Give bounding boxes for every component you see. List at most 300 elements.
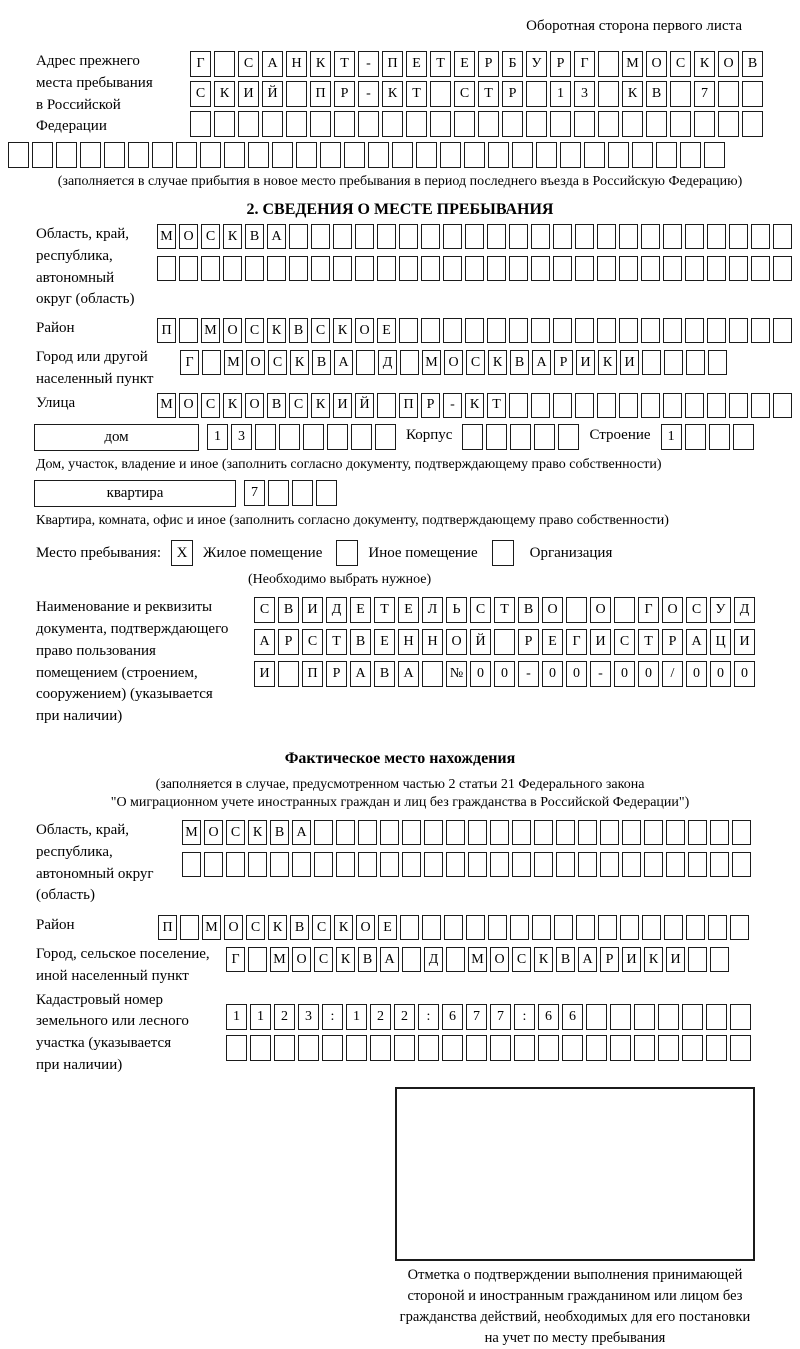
stay-type-checkbox-organization [492,540,514,566]
district-block [8,318,792,343]
char-cell [670,111,691,137]
char-cell [399,224,418,249]
char-cell: Л [422,597,443,623]
char-cell [392,142,413,168]
char-cell: С [670,51,691,77]
char-cell [773,318,792,343]
street-block [8,393,792,418]
char-cell [664,350,683,375]
char-cell: П [382,51,403,77]
label-line: республика, [36,843,113,860]
char-cell [486,424,507,450]
stay-type-row [36,540,792,566]
char-cell [575,256,594,281]
char-cell [710,947,729,972]
char-cell: А [398,661,419,687]
char-cell [578,820,597,845]
city-block [8,347,792,391]
char-cell [248,947,267,972]
char-cell: К [382,81,403,107]
char-cell [658,1004,679,1030]
char-cell: О [245,393,264,418]
char-cell [289,256,308,281]
char-cell [553,256,572,281]
char-cell [685,224,704,249]
char-cell [610,1004,631,1030]
char-cell [444,915,463,940]
char-cell [707,224,726,249]
char-cell [490,820,509,845]
label-line: Кадастровый номер [36,991,163,1008]
char-cell [311,256,330,281]
char-cell [634,1035,655,1061]
char-cell [531,256,550,281]
char-cell [730,1035,751,1061]
label-line: Адрес прежнего [36,53,140,69]
char-cell [509,256,528,281]
char-cell [688,820,707,845]
char-cell [707,393,726,418]
char-cell [157,256,176,281]
char-cell: Е [377,318,396,343]
char-cell [663,224,682,249]
char-cell: А [254,629,275,655]
char-cell [708,915,727,940]
char-cell [663,393,682,418]
char-cell [512,852,531,877]
label-line: автономный [36,269,115,286]
char-cell: М [224,350,243,375]
char-cell [707,256,726,281]
char-cell: - [590,661,611,687]
char-cell [176,142,197,168]
char-cell [179,256,198,281]
char-cell [597,256,616,281]
actual-location-title: Фактическое место нахождения [284,749,516,767]
char-cell: К [248,820,267,845]
char-cell: И [576,350,595,375]
char-cell: Т [406,81,427,107]
char-cell: 0 [542,661,563,687]
char-cell: С [289,393,308,418]
char-cell: А [578,947,597,972]
char-cell [488,915,507,940]
char-cell: Д [734,597,755,623]
char-cell [377,224,396,249]
char-cell: Й [470,629,491,655]
char-cell: Т [430,51,451,77]
char-cell [292,480,313,506]
char-cell [248,852,267,877]
char-cell [152,142,173,168]
char-cell: 0 [494,661,515,687]
char-cell [556,852,575,877]
char-cell [424,820,443,845]
char-cell [658,1035,679,1061]
char-cell [399,318,418,343]
cell-row [254,597,755,623]
char-cell [422,661,443,687]
label-line: Город, сельское поселение, [36,946,210,963]
char-cell: К [333,318,352,343]
char-cell: О [490,947,509,972]
char-cell [377,393,396,418]
char-cell [278,661,299,687]
char-cell [586,1035,607,1061]
cell-row [190,51,763,77]
actual-district-label: Район [36,917,75,934]
char-cell: С [226,820,245,845]
label-line: Отметка о подтверждении выполнения принимающей [407,1266,743,1283]
char-cell [375,424,396,450]
char-cell: Е [374,629,395,655]
char-cell [619,224,638,249]
char-cell [710,820,729,845]
char-cell [303,424,324,450]
char-cell: А [334,350,353,375]
char-cell [732,820,751,845]
char-cell [686,350,705,375]
char-cell [510,424,531,450]
char-cell [292,852,311,877]
char-cell [509,224,528,249]
char-cell [509,393,528,418]
char-cell [682,1004,703,1030]
char-cell: О [224,915,243,940]
char-cell: Д [326,597,347,623]
char-cell: О [223,318,242,343]
region-block [8,224,792,311]
char-cell [245,256,264,281]
char-cell [226,852,245,877]
prev-address-cells [190,51,763,137]
char-cell [575,318,594,343]
char-cell: Р [326,661,347,687]
char-cell: 1 [250,1004,271,1030]
char-cell: С [201,393,220,418]
char-cell [685,424,706,450]
char-cell: Р [421,393,440,418]
char-cell: П [158,915,177,940]
cadastral-cells [226,1004,751,1061]
char-cell [538,1035,559,1061]
char-cell [443,224,462,249]
char-cell: А [532,350,551,375]
char-cell: К [336,947,355,972]
korpus-cells [462,424,579,450]
char-cell [430,111,451,137]
char-cell [355,224,374,249]
cell-row [226,947,729,972]
char-cell: Т [487,393,506,418]
char-cell [200,142,221,168]
char-cell [255,424,276,450]
char-cell: 3 [574,81,595,107]
char-cell [710,852,729,877]
char-cell [224,142,245,168]
street-label: Улица [36,394,76,411]
stay-type-checkbox-residential: X [171,540,193,566]
cell-row [157,224,792,249]
char-cell: Р [662,629,683,655]
char-cell: 7 [466,1004,487,1030]
apartment-number-cells [244,480,337,506]
label-line: на учет по месту пребывания [484,1329,666,1346]
char-cell: Г [190,51,211,77]
char-cell: А [350,661,371,687]
char-cell: Р [554,350,573,375]
char-cell: И [622,947,641,972]
char-cell: О [646,51,667,77]
char-cell: С [201,224,220,249]
char-cell [704,142,725,168]
char-cell [553,393,572,418]
char-cell: Е [454,51,475,77]
char-cell [487,224,506,249]
char-cell [729,318,748,343]
char-cell: К [267,318,286,343]
char-cell: С [512,947,531,972]
char-cell [80,142,101,168]
char-cell: К [290,350,309,375]
char-cell: У [710,597,731,623]
char-cell [400,350,419,375]
char-cell: О [444,350,463,375]
char-cell: М [270,947,289,972]
char-cell [610,1035,631,1061]
char-cell: А [267,224,286,249]
char-cell [279,424,300,450]
char-cell [270,852,289,877]
char-cell [510,915,529,940]
char-cell: Д [378,350,397,375]
char-cell [248,142,269,168]
label-line: при наличии) [36,708,123,724]
char-cell: К [694,51,715,77]
char-cell: Д [424,947,443,972]
char-cell: П [302,661,323,687]
char-cell: В [350,629,371,655]
document-label [8,597,254,728]
char-cell: 1 [550,81,571,107]
char-cell [531,224,550,249]
char-cell: 1 [207,424,228,450]
char-cell [718,81,739,107]
char-cell: 7 [694,81,715,107]
char-cell: Б [502,51,523,77]
char-cell [487,256,506,281]
char-cell [274,1035,295,1061]
char-cell: К [598,350,617,375]
char-cell [666,820,685,845]
char-cell [358,111,379,137]
char-cell: 0 [470,661,491,687]
char-cell [562,1035,583,1061]
actual-location-note [8,776,792,812]
cell-row [254,629,755,655]
char-cell [298,1035,319,1061]
char-cell [729,256,748,281]
char-cell: Р [278,629,299,655]
char-cell [622,111,643,137]
confirmation-stamp-box [395,1087,755,1261]
label-line: гражданства действий, необходимых для его постановки [399,1308,751,1325]
char-cell [532,915,551,940]
char-cell [322,1035,343,1061]
char-cell [641,318,660,343]
stamp-caption [340,1265,800,1349]
char-cell [773,256,792,281]
char-cell [56,142,77,168]
char-cell: О [590,597,611,623]
char-cell [370,1035,391,1061]
char-cell [226,1035,247,1061]
char-cell [465,318,484,343]
char-cell: К [622,81,643,107]
char-cell [314,852,333,877]
char-cell: В [270,820,289,845]
char-cell [104,142,125,168]
char-cell: К [488,350,507,375]
char-cell [316,480,337,506]
char-cell: И [238,81,259,107]
char-cell [346,1035,367,1061]
house-type-box: дом [34,424,199,451]
char-cell: 1 [661,424,682,450]
char-cell: В [518,597,539,623]
cell-row [254,661,755,687]
char-cell [686,915,705,940]
stay-type-note: (Необходимо выбрать нужное) [248,572,432,588]
apartment-note: Квартира, комната, офис и иное (заполнить согласно документу, подтверждающему право собственности) [36,512,669,528]
char-cell: В [278,597,299,623]
char-cell [356,350,375,375]
stay-type-label: Место пребывания: [36,544,161,561]
char-cell: В [510,350,529,375]
char-cell [598,915,617,940]
char-cell [707,318,726,343]
char-cell: Р [334,81,355,107]
cell-row-full-width [8,142,792,168]
char-cell: - [358,51,379,77]
char-cell [641,256,660,281]
char-cell: М [201,318,220,343]
label-line: Город или другой [36,349,148,366]
char-cell [311,224,330,249]
char-cell [708,350,727,375]
char-cell [368,142,389,168]
char-cell: У [526,51,547,77]
char-cell: Е [398,597,419,623]
char-cell: - [358,81,379,107]
label-line: автономный округ [36,865,154,882]
char-cell: К [534,947,553,972]
label-line: округ (область) [36,291,135,308]
label-line: при наличии) [36,1056,123,1073]
label-line: Область, край, [36,822,130,839]
char-cell [422,915,441,940]
char-cell [622,852,641,877]
char-cell [642,915,661,940]
char-cell: М [422,350,441,375]
char-cell [560,142,581,168]
char-cell [465,256,484,281]
char-cell: Й [262,81,283,107]
char-cell: 6 [442,1004,463,1030]
char-cell [267,256,286,281]
char-cell [566,597,587,623]
cell-row [226,1035,751,1061]
char-cell [773,393,792,418]
char-cell: В [358,947,377,972]
label-line: документа, подтверждающего [36,621,229,637]
apartment-type-box: квартира [34,480,236,507]
char-cell: 0 [638,661,659,687]
char-cell [664,915,683,940]
char-cell: С [470,597,491,623]
label-line: сооружением) (указывается [36,686,213,703]
char-cell [380,852,399,877]
char-cell: В [646,81,667,107]
label-line: Область, край, [36,226,130,243]
char-cell [377,256,396,281]
char-cell [289,224,308,249]
actual-city-label [8,944,226,988]
char-cell: О [446,629,467,655]
label-line: населенный пункт [36,370,154,387]
char-cell [598,51,619,77]
label-line: (область) [36,887,95,904]
char-cell: К [644,947,663,972]
char-cell [416,142,437,168]
char-cell [490,852,509,877]
char-cell [418,1035,439,1061]
char-cell [336,820,355,845]
char-cell: О [542,597,563,623]
char-cell [694,111,715,137]
char-cell: Г [226,947,245,972]
char-cell: О [718,51,739,77]
char-cell [576,915,595,940]
char-cell: А [292,820,311,845]
char-cell: О [246,350,265,375]
char-cell: П [399,393,418,418]
cell-row [157,393,792,418]
char-cell [742,81,763,107]
char-cell [656,142,677,168]
char-cell: П [157,318,176,343]
char-cell: О [179,393,198,418]
char-cell [468,820,487,845]
char-cell [553,224,572,249]
char-cell: 1 [226,1004,247,1030]
char-cell [598,81,619,107]
sheet-side-note: Оборотная сторона первого листа [526,18,742,34]
cell-row [157,256,792,281]
char-cell [732,852,751,877]
char-cell [400,915,419,940]
char-cell [465,224,484,249]
char-cell [526,81,547,107]
char-cell: 2 [394,1004,415,1030]
char-cell [619,256,638,281]
label-line: участка (указывается [36,1035,172,1052]
char-cell: И [254,661,275,687]
char-cell: С [302,629,323,655]
stay-type-checkbox-other [336,540,358,566]
char-cell: № [446,661,467,687]
char-cell [534,424,555,450]
